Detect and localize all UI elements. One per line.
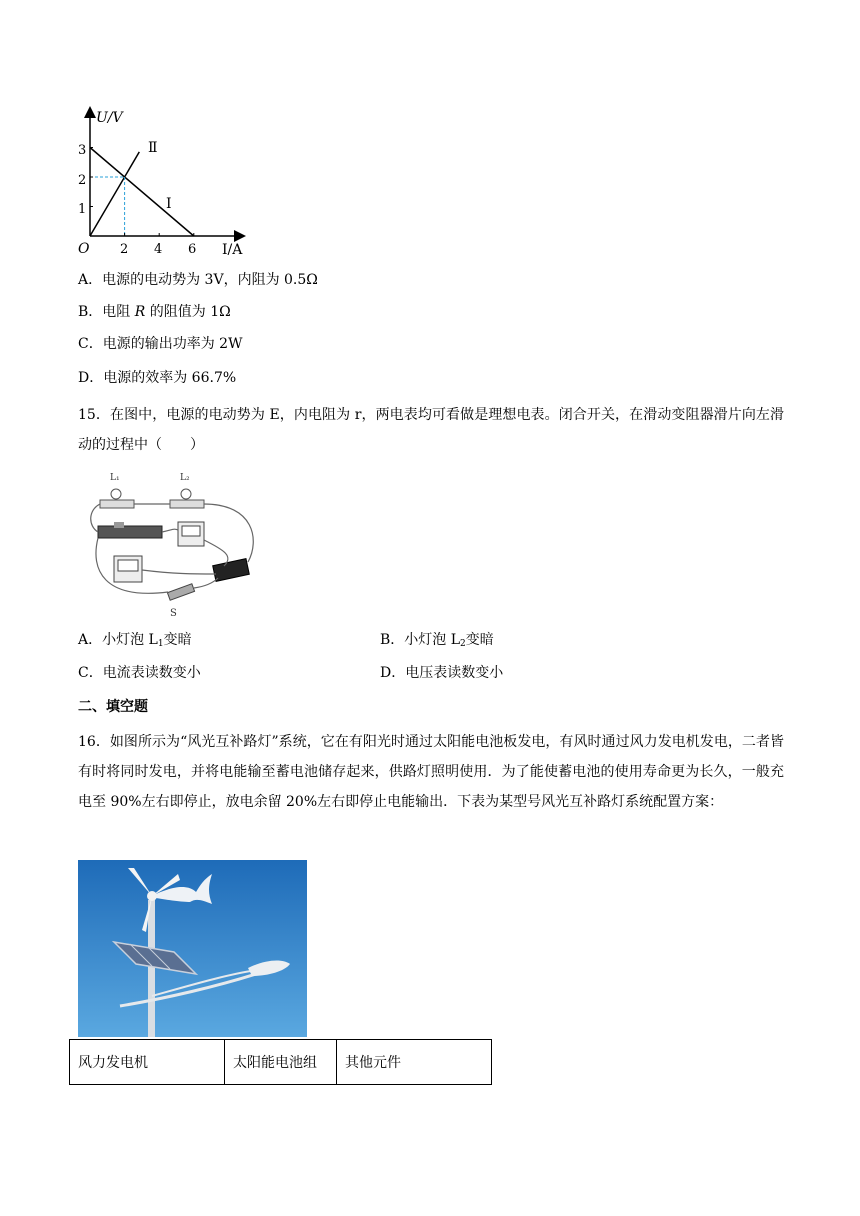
y-tick-3: 3 bbox=[78, 143, 87, 158]
u-i-graph bbox=[72, 104, 252, 256]
x-tick-2: 2 bbox=[120, 242, 129, 256]
q15-option-a-sub: 1 bbox=[157, 639, 164, 649]
section-heading: 二、填空题 bbox=[78, 699, 148, 715]
circuit-figure bbox=[84, 470, 264, 620]
line-II-label: Ⅱ bbox=[148, 140, 158, 156]
config-table bbox=[69, 1039, 492, 1085]
q16-text: 16．如图所示为“风光互补路灯”系统，它在有阳光时通过太阳能电池板发电，有风时通过风力发电机发电，二者皆有时将同时发电，并将电能输至蓄电池储存起来，供路灯照明使用．为了能使蓄电池的使用寿命更为长久，一般充电至 90%左右即停止，放电余留 20%左右即停止电能输出．下表为某型号风光互补路灯系统配置方案： bbox=[78, 734, 784, 810]
table-header-other: 其他元件 bbox=[337, 1040, 492, 1085]
q14-option-a: A．电源的电动势为 3V，内阻为 0.5Ω bbox=[78, 272, 318, 288]
q15-option-c: C．电流表读数变小 bbox=[78, 665, 201, 681]
label-L1: L₁ bbox=[110, 473, 120, 483]
q15-text: 15．在图中，电源的电动势为 E，内电阻为 r，两电表均可看做是理想电表。闭合开关，在滑动变阻器滑片向左滑动的过程中（ ） bbox=[78, 407, 784, 453]
q15-option-a-pre: A．小灯泡 L bbox=[78, 632, 158, 648]
y-tick-2: 2 bbox=[78, 173, 87, 188]
x-tick-4: 4 bbox=[154, 242, 163, 256]
q15-option-a-post: 变暗 bbox=[163, 632, 192, 648]
q15-option-b-sub: 2 bbox=[460, 639, 466, 649]
x-tick-6: 6 bbox=[188, 242, 197, 256]
table-header-solar: 太阳能电池组 bbox=[225, 1040, 337, 1085]
q14-option-d: D．电源的效率为 66.7% bbox=[78, 370, 237, 386]
y-axis-label: U/V bbox=[96, 110, 123, 126]
q14-option-b-pre: B．电阻 bbox=[78, 304, 135, 320]
y-tick-1: 1 bbox=[78, 202, 87, 217]
q15-option-a bbox=[78, 630, 192, 654]
label-S: S bbox=[170, 608, 177, 619]
q14-option-b bbox=[78, 302, 231, 322]
q15-option-b-post: 变暗 bbox=[465, 632, 494, 648]
q15-option-b-pre: B．小灯泡 L bbox=[380, 632, 461, 648]
line-I-label: Ⅰ bbox=[166, 196, 172, 212]
table-row bbox=[70, 1040, 492, 1085]
label-L2: L₂ bbox=[180, 473, 190, 483]
q14-option-c: C．电源的输出功率为 2W bbox=[78, 336, 243, 352]
q14-option-b-em: R bbox=[134, 304, 146, 320]
line-I bbox=[90, 148, 194, 237]
x-axis-label: I/A bbox=[222, 242, 243, 256]
origin-label: O bbox=[78, 241, 90, 256]
line-II bbox=[90, 152, 139, 236]
q14-option-b-post: 的阻值为 1Ω bbox=[145, 304, 231, 320]
streetlight-photo bbox=[78, 860, 307, 1037]
table-header-wind: 风力发电机 bbox=[70, 1040, 225, 1085]
q15-option-b bbox=[380, 630, 494, 654]
q15-option-d: D．电压表读数变小 bbox=[380, 665, 504, 681]
